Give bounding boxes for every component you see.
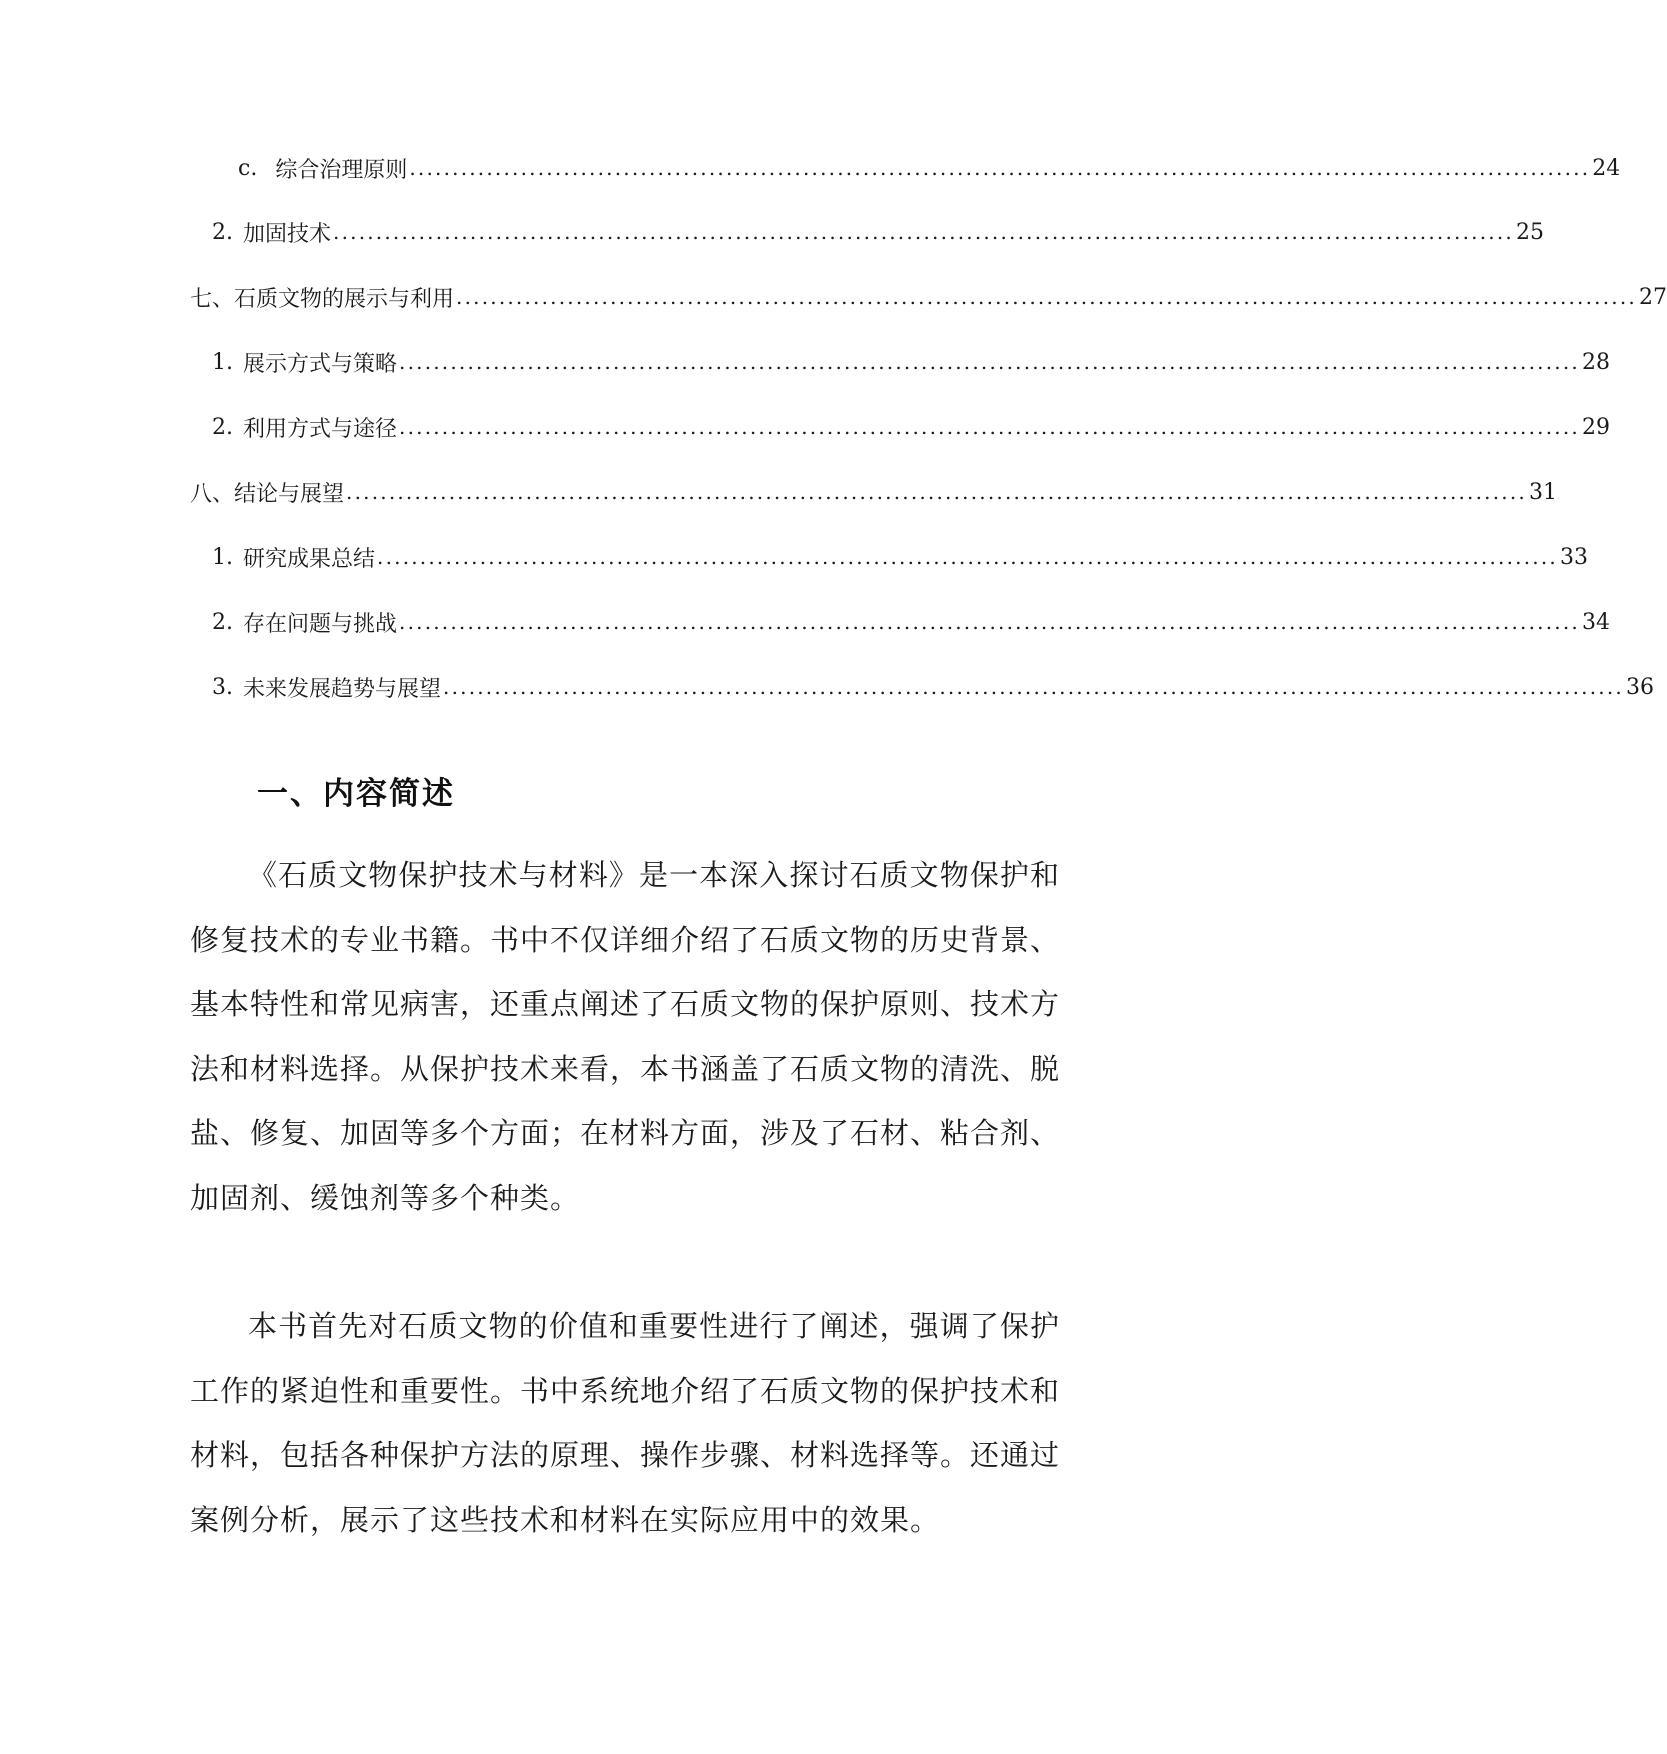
toc-entry-number: 3.	[212, 674, 233, 700]
toc-entry[interactable]	[238, 148, 1621, 188]
toc-leader: ..........................................................................................................................................	[409, 156, 1591, 180]
toc-entry-title: 利用方式与途径	[243, 416, 398, 442]
toc-entry-title: 结论与展望	[234, 481, 345, 507]
toc-entry-number: 2.	[212, 414, 233, 440]
toc-entry-page: 28	[1581, 349, 1610, 375]
toc-entry[interactable]	[190, 472, 1557, 512]
toc-leader: ..........................................................................................................................................	[377, 545, 1558, 569]
toc-leader: ..........................................................................................................................................	[399, 415, 1580, 439]
toc-entry[interactable]	[212, 667, 1654, 707]
toc-entry-page: 34	[1581, 609, 1610, 635]
body-paragraph: 《石质文物保护技术与材料》是一本深入探讨石质文物保护和修复技术的专业书籍。书中不仅详细介绍了石质文物的历史背景、基本特性和常见病害，还重点阐述了石质文物的保护原则、技术方法和材料选择。从保护技术来看，本书涵盖了石质文物的清洗、脱盐、修复、加固等多个方面；在材料方面，涉及了石材、粘合剂、加固剂、缓蚀剂等多个种类。	[190, 858, 1061, 1215]
toc-entry-number: 八、	[190, 481, 235, 507]
toc-entry-title: 石质文物的展示与利用	[234, 286, 455, 312]
toc-leader: ..........................................................................................................................................	[346, 480, 1527, 504]
body-paragraph: 本书首先对石质文物的价值和重要性进行了阐述，强调了保护工作的紧迫性和重要性。书中系统地介绍了石质文物的保护技术和材料，包括各种保护方法的原理、操作步骤、材料选择等。还通过案例分析，展示了这些技术和材料在实际应用中的效果。	[190, 1309, 1061, 1537]
toc-entry-title: 展示方式与策略	[243, 351, 398, 377]
toc-entry-title: 加固技术	[243, 221, 332, 247]
toc-entry-page: 31	[1528, 479, 1557, 505]
toc-entry[interactable]	[212, 537, 1588, 577]
toc-entry-page: 33	[1559, 544, 1588, 570]
toc-leader: ..........................................................................................................................................	[399, 350, 1580, 374]
toc-entry[interactable]	[212, 407, 1610, 447]
toc-entry-page: 27	[1638, 284, 1667, 310]
toc-entry[interactable]	[190, 277, 1667, 317]
toc-leader: ..........................................................................................................................................	[443, 675, 1624, 699]
toc-leader: ..........................................................................................................................................	[333, 220, 1514, 244]
toc-entry-title: 研究成果总结	[243, 546, 376, 572]
toc-entry-number: 1.	[212, 349, 233, 375]
toc-entry-page: 36	[1625, 674, 1654, 700]
toc-entry-page: 29	[1581, 414, 1610, 440]
toc-entry[interactable]	[212, 342, 1610, 382]
section-heading: 一、内容简述	[257, 776, 455, 812]
toc-entry-title: 综合治理原则	[275, 157, 408, 183]
toc-leader: ..........................................................................................................................................	[399, 610, 1580, 634]
toc-leader: ..........................................................................................................................................	[456, 285, 1637, 309]
toc-entry-number: 1.	[212, 544, 233, 570]
toc-entry-number: c.	[238, 155, 258, 181]
toc-entry[interactable]	[212, 212, 1544, 252]
toc-entry-title: 未来发展趋势与展望	[243, 676, 442, 702]
toc-entry-number: 2.	[212, 219, 233, 245]
toc-entry-title: 存在问题与挑战	[243, 611, 398, 637]
toc-entry-number: 七、	[190, 286, 235, 312]
toc-entry-page: 24	[1592, 155, 1621, 181]
toc-entry-number: 2.	[212, 609, 233, 635]
toc-entry-page: 25	[1515, 219, 1544, 245]
toc-entry[interactable]	[212, 602, 1610, 642]
